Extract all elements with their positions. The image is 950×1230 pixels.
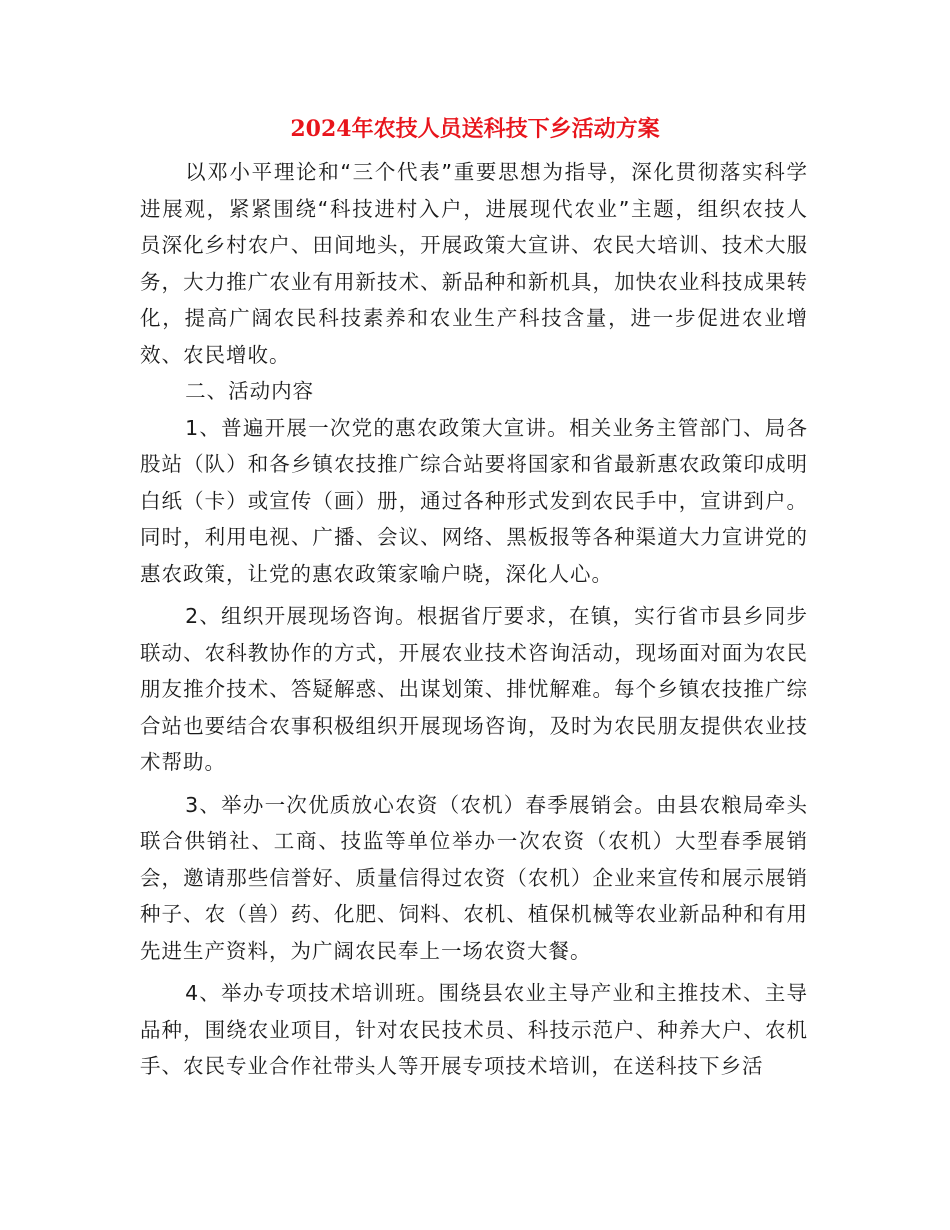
paragraph-guiding-principle: 以邓小平理论和“三个代表”重要思想为指导，深化贯彻落实科学进展观，紧紧围绕“科技进村入户，进展现代农业”主题，组织农技人员深化乡村农户、田间地头，开展政策大宣讲、农民大培训、技术大服务，大力推广农业有用新技术、新品种和新机具，加快农业科技成果转化，提高广阔农民科技素养和农业生产科技含量，进一步促进农业增效、农民增收。 bbox=[140, 160, 808, 367]
section-heading-activity-content: 二、活动内容 bbox=[185, 379, 315, 403]
document-body bbox=[140, 154, 808, 1085]
paragraph-item-2: 2、组织开展现场咨询。根据省厅要求，在镇，实行省市县乡同步联动、农科教协作的方式，开展农业技术咨询活动，现场面对面为农民朋友推介技术、答疑解惑、出谋划策、排忧解难。每个乡镇农技推广综合站也要结合农事积极组织开展现场咨询，及时为农民朋友提供农业技术帮助。 bbox=[140, 604, 808, 774]
paragraph-item-3: 3、举办一次优质放心农资（农机）春季展销会。由县农粮局牵头联合供销社、工商、技监等单位举办一次农资（农机）大型春季展销会，邀请那些信誉好、质量信得过农资（农机）企业来宣传和展示展销种子、农（兽）药、化肥、饲料、农机、植保机械等农业新品种和有用先进生产资料，为广阔农民奉上一场农资大餐。 bbox=[140, 792, 808, 963]
paragraph-item-4: 4、举办专项技术培训班。围绕县农业主导产业和主推技术、主导品种，围绕农业项目，针对农民技术员、科技示范户、种养大户、农机手、农民专业合作社带头人等开展专项技术培训，在送科技下乡活 bbox=[140, 981, 808, 1078]
paragraph-item-1: 1、普遍开展一次党的惠农政策大宣讲。相关业务主管部门、局各股站（队）和各乡镇农技推广综合站要将国家和省最新惠农政策印成明白纸（卡）或宣传（画）册，通过各种形式发到农民手中，宣讲到户。同时，利用电视、广播、会议、网络、黑板报等各种渠道大力宣讲党的惠农政策，让党的惠农政策家喻户晓，深化人心。 bbox=[140, 415, 808, 586]
document-title: 2024年农技人员送科技下乡活动方案 bbox=[290, 116, 660, 142]
